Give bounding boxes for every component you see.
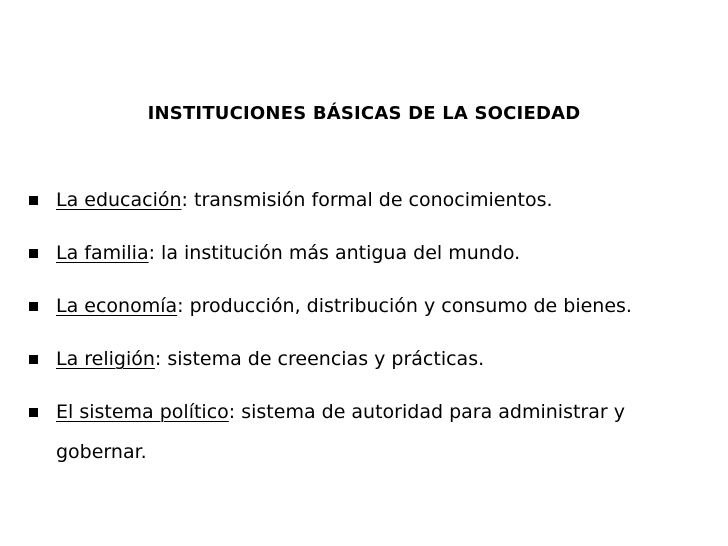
list-item: [14, 180, 714, 220]
item-description: : la institución más antigua del mundo.: [148, 242, 521, 264]
square-bullet-icon: [29, 355, 38, 364]
square-bullet-icon: [29, 302, 38, 311]
item-description: : transmisión formal de conocimientos.: [181, 189, 553, 211]
square-bullet-icon: [29, 249, 38, 258]
item-term: La familia: [56, 242, 149, 264]
list-item: [14, 392, 714, 472]
list-item: [14, 233, 714, 273]
list-item: [14, 339, 714, 379]
item-term: El sistema político: [56, 401, 229, 423]
item-description: : sistema de autoridad para administrar y gobernar.: [56, 401, 625, 463]
square-bullet-icon: [29, 408, 38, 417]
item-term: La economía: [56, 295, 178, 317]
list-item: [14, 286, 714, 326]
bullet-list: [14, 180, 714, 485]
slide-title: INSTITUCIONES BÁSICAS DE LA SOCIEDAD: [147, 103, 581, 124]
item-term: La religión: [56, 348, 155, 370]
item-description: : producción, distribución y consumo de bienes.: [177, 295, 632, 317]
item-description: : sistema de creencias y prácticas.: [154, 348, 485, 370]
item-term: La educación: [56, 189, 182, 211]
square-bullet-icon: [29, 196, 38, 205]
